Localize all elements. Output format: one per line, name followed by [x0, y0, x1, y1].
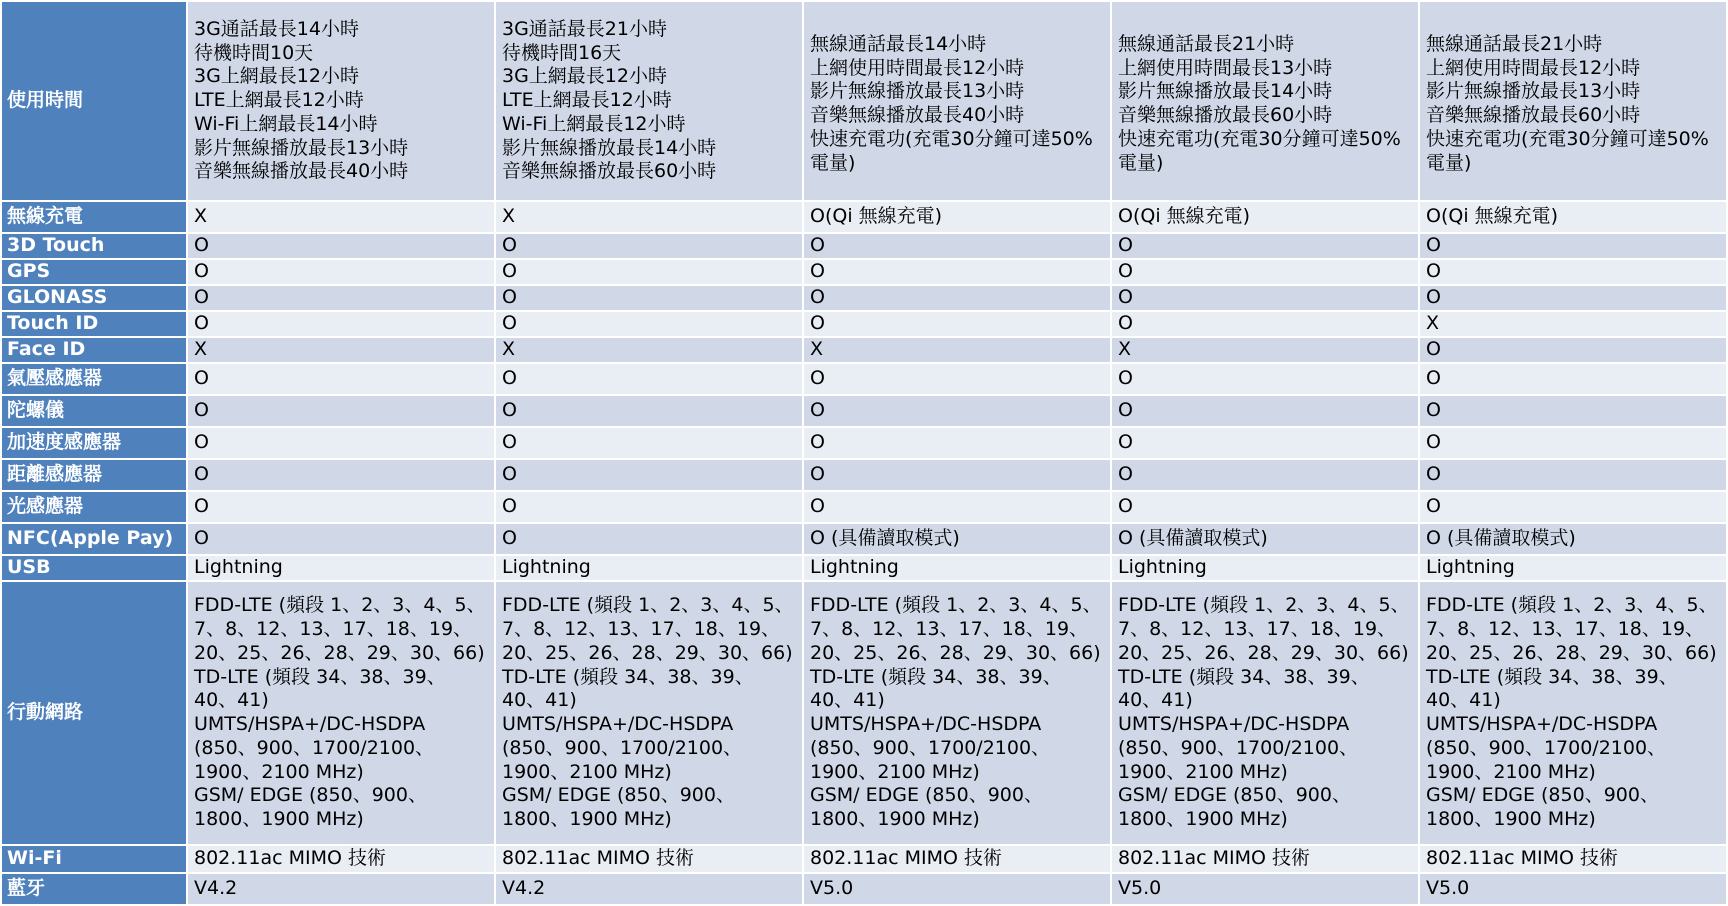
nfc-cell: O (具備讀取模式) [803, 523, 1111, 555]
table-row-gyroscope [1, 395, 1727, 427]
network-cell: FDD-LTE (頻段 1、2、3、4、5、7、8、12、13、17、18、19、20、25、26、28、29、30、66) TD-LTE (頻段 34、38、39、40、41) UMTS/HSPA+/DC-HSDPA (850、900、1700/2100、1900、2100 MHz) GSM/ EDGE (850、900、1800、1900 MHz) [187, 581, 495, 845]
gyroscope-cell: O [1419, 395, 1727, 427]
wifi-cell: 802.11ac MIMO 技術 [495, 845, 803, 873]
usb-cell: Lightning [495, 555, 803, 581]
row-header-usb: USB [1, 555, 187, 581]
usage-cell: 3G通話最長14小時 待機時間10天 3G上網最長12小時 LTE上網最長12小時 Wi-Fi上網最長14小時 影片無線播放最長13小時 音樂無線播放最長40小時 [187, 1, 495, 201]
nfc-cell: O [187, 523, 495, 555]
glonass-cell: O [187, 285, 495, 311]
table-row-network [1, 581, 1727, 845]
face-id-cell: X [495, 337, 803, 363]
table-row-wifi [1, 845, 1727, 873]
table-row-light-sensor [1, 491, 1727, 523]
touch-id-cell: O [187, 311, 495, 337]
usb-cell: Lightning [187, 555, 495, 581]
row-header-touch-id: Touch ID [1, 311, 187, 337]
usage-cell: 3G通話最長21小時 待機時間16天 3G上網最長12小時 LTE上網最長12小時 Wi-Fi上網最長12小時 影片無線播放最長14小時 音樂無線播放最長60小時 [495, 1, 803, 201]
barometer-cell: O [187, 363, 495, 395]
gyroscope-cell: O [803, 395, 1111, 427]
light-sensor-cell: O [1111, 491, 1419, 523]
usage-cell: 無線通話最長21小時 上網使用時間最長12小時 影片無線播放最長13小時 音樂無線播放最長60小時 快速充電功(充電30分鐘可達50% 電量) [1419, 1, 1727, 201]
3d-touch-cell: O [495, 233, 803, 259]
wireless-charging-cell: O(Qi 無線充電) [1111, 201, 1419, 233]
usb-cell: Lightning [1419, 555, 1727, 581]
barometer-cell: O [495, 363, 803, 395]
3d-touch-cell: O [1419, 233, 1727, 259]
bluetooth-cell: V4.2 [187, 873, 495, 905]
gps-cell: O [803, 259, 1111, 285]
accelerometer-cell: O [1419, 427, 1727, 459]
gyroscope-cell: O [495, 395, 803, 427]
glonass-cell: O [1419, 285, 1727, 311]
gps-cell: O [187, 259, 495, 285]
row-header-usage: 使用時間 [1, 1, 187, 201]
network-cell: FDD-LTE (頻段 1、2、3、4、5、7、8、12、13、17、18、19、20、25、26、28、29、30、66) TD-LTE (頻段 34、38、39、40、41) UMTS/HSPA+/DC-HSDPA (850、900、1700/2100、1900、2100 MHz) GSM/ EDGE (850、900、1800、1900 MHz) [495, 581, 803, 845]
table-row-3d-touch [1, 233, 1727, 259]
bluetooth-cell: V4.2 [495, 873, 803, 905]
row-header-accelerometer: 加速度感應器 [1, 427, 187, 459]
barometer-cell: O [803, 363, 1111, 395]
wifi-cell: 802.11ac MIMO 技術 [1111, 845, 1419, 873]
row-header-wireless-charging: 無線充電 [1, 201, 187, 233]
bluetooth-cell: V5.0 [1111, 873, 1419, 905]
table-row-glonass [1, 285, 1727, 311]
row-header-light-sensor: 光感應器 [1, 491, 187, 523]
glonass-cell: O [1111, 285, 1419, 311]
wireless-charging-cell: O(Qi 無線充電) [1419, 201, 1727, 233]
row-header-3d-touch: 3D Touch [1, 233, 187, 259]
3d-touch-cell: O [803, 233, 1111, 259]
table-row-gps [1, 259, 1727, 285]
glonass-cell: O [803, 285, 1111, 311]
face-id-cell: O [1419, 337, 1727, 363]
usb-cell: Lightning [803, 555, 1111, 581]
touch-id-cell: O [495, 311, 803, 337]
table-row-accelerometer [1, 427, 1727, 459]
wireless-charging-cell: O(Qi 無線充電) [803, 201, 1111, 233]
table-row-proximity [1, 459, 1727, 491]
table-row-wireless-charging [1, 201, 1727, 233]
barometer-cell: O [1111, 363, 1419, 395]
touch-id-cell: X [1419, 311, 1727, 337]
gps-cell: O [495, 259, 803, 285]
row-header-glonass: GLONASS [1, 285, 187, 311]
light-sensor-cell: O [495, 491, 803, 523]
row-header-wifi: Wi-Fi [1, 845, 187, 873]
network-cell: FDD-LTE (頻段 1、2、3、4、5、7、8、12、13、17、18、19、20、25、26、28、29、30、66) TD-LTE (頻段 34、38、39、40、41) UMTS/HSPA+/DC-HSDPA (850、900、1700/2100、1900、2100 MHz) GSM/ EDGE (850、900、1800、1900 MHz) [803, 581, 1111, 845]
3d-touch-cell: O [1111, 233, 1419, 259]
face-id-cell: X [803, 337, 1111, 363]
gps-cell: O [1419, 259, 1727, 285]
proximity-cell: O [803, 459, 1111, 491]
row-header-bluetooth: 藍牙 [1, 873, 187, 905]
wireless-charging-cell: X [187, 201, 495, 233]
proximity-cell: O [495, 459, 803, 491]
nfc-cell: O (具備讀取模式) [1111, 523, 1419, 555]
3d-touch-cell: O [187, 233, 495, 259]
row-header-face-id: Face ID [1, 337, 187, 363]
table-row-usage [1, 1, 1727, 201]
table-row-touch-id [1, 311, 1727, 337]
proximity-cell: O [187, 459, 495, 491]
gyroscope-cell: O [187, 395, 495, 427]
table-row-usb [1, 555, 1727, 581]
gyroscope-cell: O [1111, 395, 1419, 427]
wifi-cell: 802.11ac MIMO 技術 [803, 845, 1111, 873]
touch-id-cell: O [803, 311, 1111, 337]
row-header-barometer: 氣壓感應器 [1, 363, 187, 395]
accelerometer-cell: O [803, 427, 1111, 459]
accelerometer-cell: O [1111, 427, 1419, 459]
bluetooth-cell: V5.0 [1419, 873, 1727, 905]
light-sensor-cell: O [187, 491, 495, 523]
barometer-cell: O [1419, 363, 1727, 395]
touch-id-cell: O [1111, 311, 1419, 337]
usb-cell: Lightning [1111, 555, 1419, 581]
face-id-cell: X [1111, 337, 1419, 363]
row-header-network: 行動網路 [1, 581, 187, 845]
network-cell: FDD-LTE (頻段 1、2、3、4、5、7、8、12、13、17、18、19、20、25、26、28、29、30、66) TD-LTE (頻段 34、38、39、40、41) UMTS/HSPA+/DC-HSDPA (850、900、1700/2100、1900、2100 MHz) GSM/ EDGE (850、900、1800、1900 MHz) [1111, 581, 1419, 845]
row-header-nfc: NFC(Apple Pay) [1, 523, 187, 555]
usage-cell: 無線通話最長14小時 上網使用時間最長12小時 影片無線播放最長13小時 音樂無線播放最長40小時 快速充電功(充電30分鐘可達50% 電量) [803, 1, 1111, 201]
glonass-cell: O [495, 285, 803, 311]
light-sensor-cell: O [1419, 491, 1727, 523]
proximity-cell: O [1111, 459, 1419, 491]
face-id-cell: X [187, 337, 495, 363]
nfc-cell: O [495, 523, 803, 555]
table-row-bluetooth [1, 873, 1727, 905]
wifi-cell: 802.11ac MIMO 技術 [187, 845, 495, 873]
proximity-cell: O [1419, 459, 1727, 491]
row-header-gyroscope: 陀螺儀 [1, 395, 187, 427]
row-header-gps: GPS [1, 259, 187, 285]
wireless-charging-cell: X [495, 201, 803, 233]
table-row-nfc [1, 523, 1727, 555]
wifi-cell: 802.11ac MIMO 技術 [1419, 845, 1727, 873]
table-row-barometer [1, 363, 1727, 395]
row-header-proximity: 距離感應器 [1, 459, 187, 491]
network-cell: FDD-LTE (頻段 1、2、3、4、5、7、8、12、13、17、18、19、20、25、26、28、29、30、66) TD-LTE (頻段 34、38、39、40、41) UMTS/HSPA+/DC-HSDPA (850、900、1700/2100、1900、2100 MHz) GSM/ EDGE (850、900、1800、1900 MHz) [1419, 581, 1727, 845]
table-row-face-id [1, 337, 1727, 363]
usage-cell: 無線通話最長21小時 上網使用時間最長13小時 影片無線播放最長14小時 音樂無線播放最長60小時 快速充電功(充電30分鐘可達50% 電量) [1111, 1, 1419, 201]
bluetooth-cell: V5.0 [803, 873, 1111, 905]
gps-cell: O [1111, 259, 1419, 285]
accelerometer-cell: O [187, 427, 495, 459]
nfc-cell: O (具備讀取模式) [1419, 523, 1727, 555]
accelerometer-cell: O [495, 427, 803, 459]
light-sensor-cell: O [803, 491, 1111, 523]
